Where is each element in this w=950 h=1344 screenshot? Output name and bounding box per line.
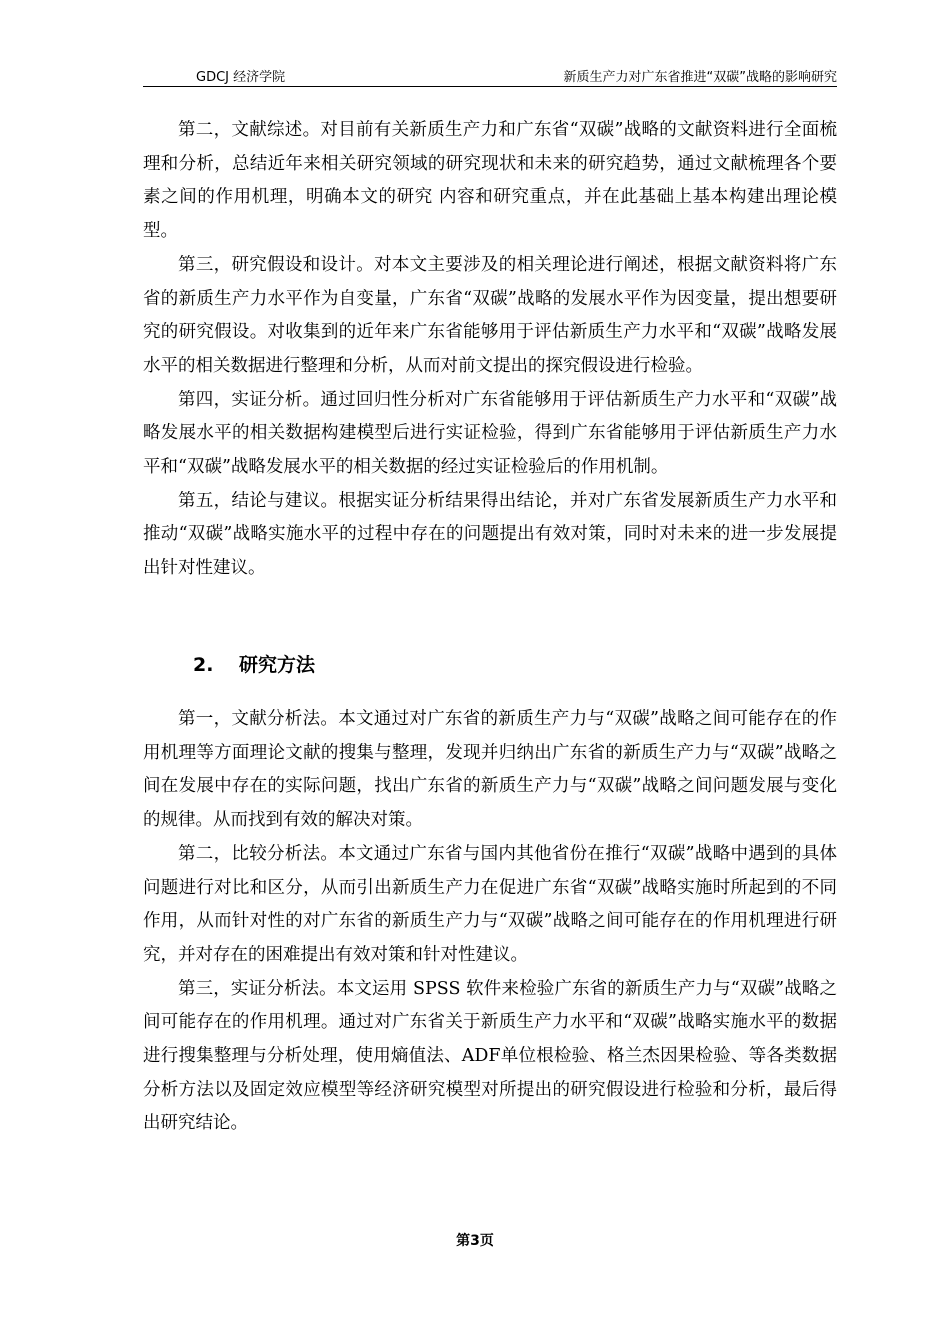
- paragraph: 第五，结论与建议。根据实证分析结果得出结论，并对广东省发展新质生产力水平和推动“双碳”战略实施水平的过程中存在的问题提出有效对策，同时对未来的进一步发展提出针对性建议。: [143, 490, 837, 579]
- paragraph: 第二，比较分析法。本文通过广东省与国内其他省份在推行“双碳”战略中遇到的具体问题进行对比和区分，从而引出新质生产力在促进广东省“双碳”战略实施时所起到的不同作用，从而针对性的对广东省的新质生产力与“双碳”战略之间可能存在的作用机理进行研究，并对存在的困难提出有效对策和针对性建议。: [143, 843, 837, 965]
- header-left-text: GDCJ 经济学院: [196, 70, 286, 85]
- header-rule: [143, 86, 837, 87]
- paragraph: 第四，实证分析。通过回归性分析对广东省能够用于评估新质生产力水平和“双碳”战略发展水平的相关数据构建模型后进行实证检验，得到广东省能够用于评估新质生产力水平和“双碳”战略发展水平的相关数据的经过实证检验后的作用机制。: [143, 389, 837, 478]
- paragraph: 第三，实证分析法。本文运用 SPSS 软件来检验广东省的新质生产力与“双碳”战略之间可能存在的作用机理。通过对广东省关于新质生产力水平和“双碳”战略实施水平的数据进行搜集整理与分析处理，使用熵值法、ADF单位根检验、格兰杰因果检验、等各类数据分析方法以及固定效应模型等经济研究模型对所提出的研究假设进行检验和分析，最后得出研究结论。: [143, 978, 837, 1134]
- header-right-text: 新质生产力对广东省推进“双碳”战略的影响研究: [563, 70, 837, 85]
- section-heading: [193, 650, 315, 677]
- paragraph: 第二，文献综述。对目前有关新质生产力和广东省“双碳”战略的文献资料进行全面梳理和分析，总结近年来相关研究领域的研究现状和未来的研究趋势，通过文献梳理各个要素之间的作用机理，明确本文的研究 内容和研究重点，并在此基础上基本构建出理论模型。: [143, 120, 837, 242]
- paragraph: 第一，文献分析法。本文通过对广东省的新质生产力与“双碳”战略之间可能存在的作用机理等方面理论文献的搜集与整理，发现并归纳出广东省的新质生产力与“双碳”战略之间在发展中存在的实际问题，找出广东省的新质生产力与“双碳”战略之间问题发展与变化的规律。从而找到有效的解决对策。: [143, 709, 837, 831]
- page-number: 第3页: [456, 1233, 494, 1249]
- paragraph: 第三，研究假设和设计。对本文主要涉及的相关理论进行阐述，根据文献资料将广东省的新质生产力水平作为自变量，广东省“双碳”战略的发展水平作为因变量，提出想要研究的研究假设。对收集到的近年来广东省能够用于评估新质生产力水平和“双碳”战略发展水平的相关数据进行整理和分析，从而对前文提出的探究假设进行检验。: [143, 254, 837, 376]
- section-title: 研究方法: [239, 654, 316, 676]
- body-top: [143, 114, 837, 586]
- body-bottom: [143, 703, 837, 1141]
- section-number: 2.: [193, 654, 214, 676]
